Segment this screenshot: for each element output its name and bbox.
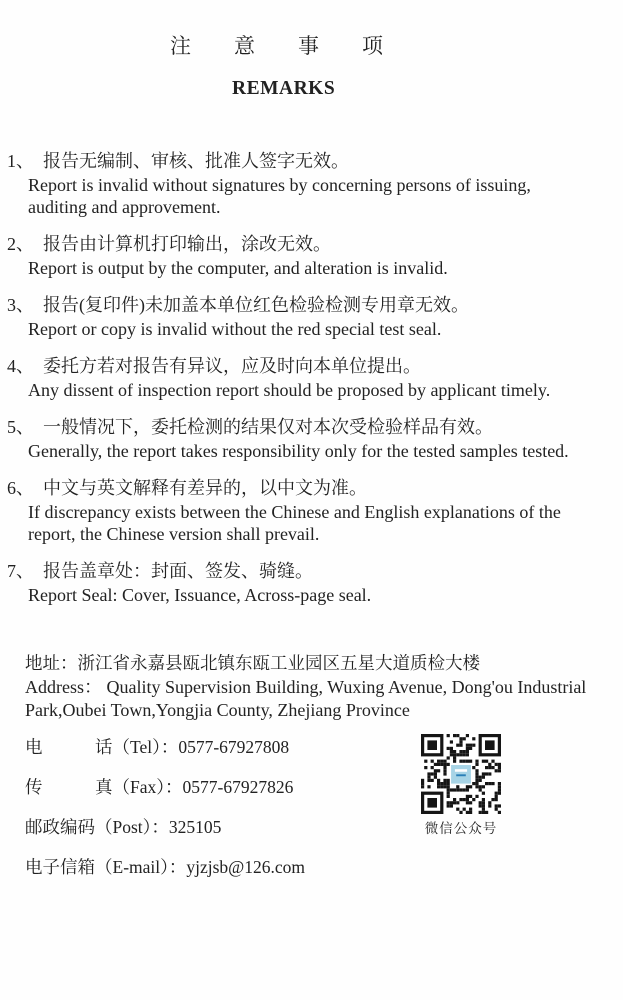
wechat-qr-block	[421, 734, 501, 837]
item-number: 5、	[7, 417, 34, 437]
address-en: Park,Oubei Town,Yongjia County, Zhejiang Province	[25, 700, 410, 720]
tel-value: 0577-67927808	[178, 737, 290, 757]
item-text-cn: 报告盖章处：封面、签发、骑缝。	[43, 561, 313, 581]
address-cn: 地址：浙江省永嘉县瓯北镇东瓯工业园区五星大道质检大楼	[25, 653, 480, 673]
tel-label: 电 话（Tel）：	[25, 737, 179, 757]
item-text-en: Report or copy is invalid without the red special test seal.	[28, 319, 442, 339]
remarks-list	[0, 148, 623, 606]
email-label: 电子信箱（E-mail）：	[25, 857, 187, 877]
item-number: 1、	[7, 151, 34, 171]
item-number: 6、	[7, 478, 34, 498]
post-label: 邮政编码（Post）：	[25, 817, 169, 837]
post-value: 325105	[168, 817, 222, 837]
item-text-en: If discrepancy exists between the Chinese and English explanations of the	[28, 502, 561, 522]
item-number: 7、	[7, 561, 34, 581]
item-number: 2、	[7, 234, 34, 254]
page-subtitle: REMARKS	[232, 78, 336, 99]
contact-row-tel	[25, 738, 623, 756]
email-value: yjzjsb@126.com	[186, 857, 306, 877]
item-text-en: Report Seal: Cover, Issuance, Across-page seal.	[28, 585, 372, 605]
address-en: Address： Quality Supervision Building, Wuxing Avenue, Dong'ou Industrial	[25, 677, 587, 697]
qr-code-icon	[421, 734, 501, 814]
remark-item-7	[0, 558, 623, 606]
contact-row-email	[25, 858, 623, 876]
remark-item-2	[0, 231, 623, 279]
item-number: 3、	[7, 295, 34, 315]
remark-item-6	[0, 475, 623, 545]
item-text-cn: 报告(复印件)未加盖本单位红色检验检测专用章无效。	[43, 295, 469, 315]
item-text-en: Report is output by the computer, and alteration is invalid.	[28, 258, 448, 278]
item-text-cn: 报告由计算机打印输出，涂改无效。	[43, 234, 331, 254]
item-number: 4、	[7, 356, 34, 376]
item-text-en: auditing and approvement.	[28, 197, 221, 217]
item-text-cn: 委托方若对报告有异议，应及时向本单位提出。	[43, 356, 421, 376]
remark-item-5	[0, 414, 623, 462]
item-text-cn: 一般情况下，委托检测的结果仅对本次受检验样品有效。	[43, 417, 493, 437]
remark-item-3	[0, 292, 623, 340]
remark-item-4	[0, 353, 623, 401]
item-text-cn: 报告无编制、审核、批准人签字无效。	[43, 151, 349, 171]
page-title: 注意事项	[170, 34, 426, 58]
contact-row-fax	[25, 778, 623, 796]
remark-item-1	[0, 148, 623, 218]
fax-value: 0577-67927826	[182, 777, 294, 797]
item-text-en: report, the Chinese version shall prevail.	[28, 524, 320, 544]
contact-block	[0, 738, 623, 876]
item-text-en: Generally, the report takes responsibility only for the tested samples tested.	[28, 441, 569, 461]
item-text-en: Report is invalid without signatures by concerning persons of issuing,	[28, 175, 531, 195]
qr-caption: 微信公众号	[424, 821, 498, 836]
contact-row-post	[25, 818, 623, 836]
address-block	[0, 651, 623, 722]
item-text-en: Any dissent of inspection report should be proposed by applicant timely.	[28, 380, 551, 400]
fax-label: 传 真（Fax）：	[25, 777, 183, 797]
item-text-cn: 中文与英文解释有差异的，以中文为准。	[43, 478, 367, 498]
